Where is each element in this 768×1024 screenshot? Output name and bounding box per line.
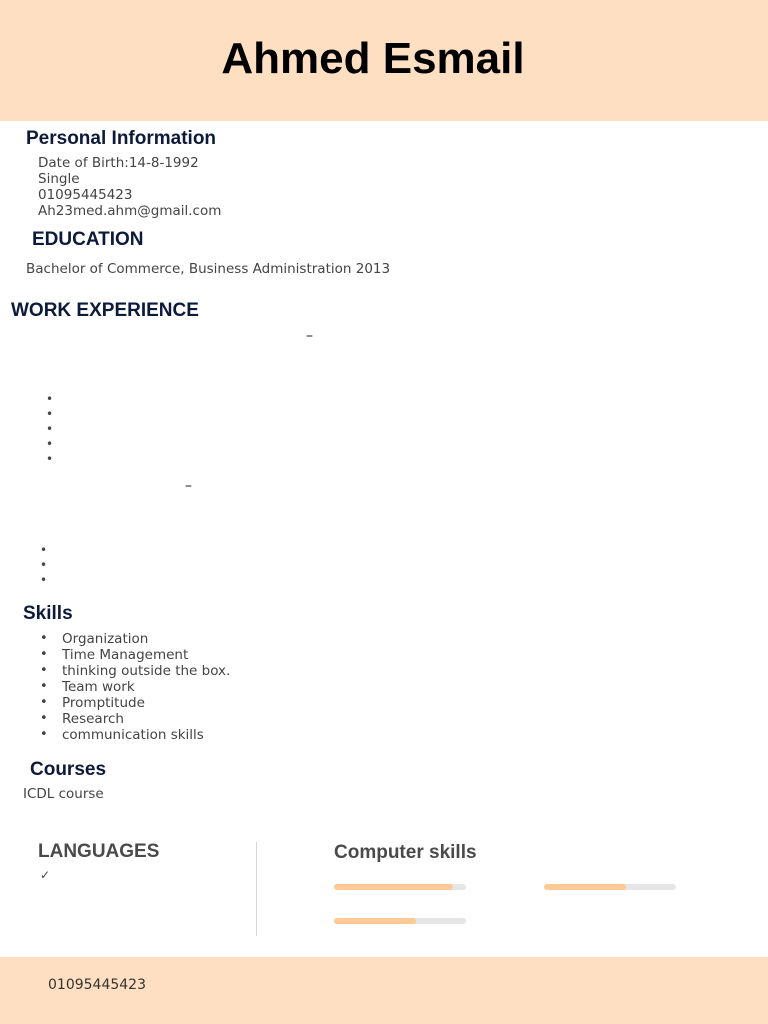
work-dash-1: – <box>306 328 313 344</box>
skills-list <box>23 631 230 743</box>
list-item <box>46 407 66 422</box>
languages-heading: LANGUAGES <box>38 841 160 862</box>
work-bullets-1 <box>46 392 66 467</box>
list-item <box>40 558 60 573</box>
skill-bar-fill <box>544 884 626 890</box>
list-item <box>46 452 66 467</box>
courses-heading: Courses <box>30 759 107 780</box>
work-dash-2: – <box>185 478 192 494</box>
personal-status: Single <box>38 171 80 187</box>
skill-bar-fill <box>334 918 416 924</box>
list-item <box>46 437 66 452</box>
personal-email: Ah23med.ahm@gmail.com <box>38 203 222 219</box>
personal-info-heading: Personal Information <box>26 128 217 149</box>
work-experience-heading: WORK EXPERIENCE <box>11 300 199 321</box>
skills-heading: Skills <box>23 603 73 624</box>
skill-item: • Organization <box>23 631 230 647</box>
list-item <box>40 573 60 588</box>
footer-phone: 01095445423 <box>48 977 146 993</box>
candidate-name: Ahmed Esmail <box>221 34 525 83</box>
work-bullets-2 <box>40 543 60 588</box>
skill-item: • communication skills <box>23 727 230 743</box>
skill-bar-3 <box>334 918 466 924</box>
personal-dob: Date of Birth:14-8-1992 <box>38 155 199 171</box>
skill-item: • Research <box>23 711 230 727</box>
education-text: Bachelor of Commerce, Business Administration 2013 <box>26 261 391 277</box>
column-divider <box>256 842 257 936</box>
skill-item: • Time Management <box>23 647 230 663</box>
skill-bar-1 <box>334 884 466 890</box>
skill-bar-fill <box>334 884 453 890</box>
list-item <box>46 422 66 437</box>
computer-skills-heading: Computer skills <box>334 842 477 863</box>
list-item <box>46 392 66 407</box>
skill-bar-2 <box>544 884 676 890</box>
list-item <box>40 543 60 558</box>
education-heading: EDUCATION <box>32 229 144 250</box>
check-icon: ✓ <box>40 868 51 882</box>
skill-item: • Promptitude <box>23 695 230 711</box>
skill-item: • thinking outside the box. <box>23 663 230 679</box>
course-item: ICDL course <box>23 786 104 802</box>
personal-phone: 01095445423 <box>38 187 133 203</box>
skill-item: • Team work <box>23 679 230 695</box>
